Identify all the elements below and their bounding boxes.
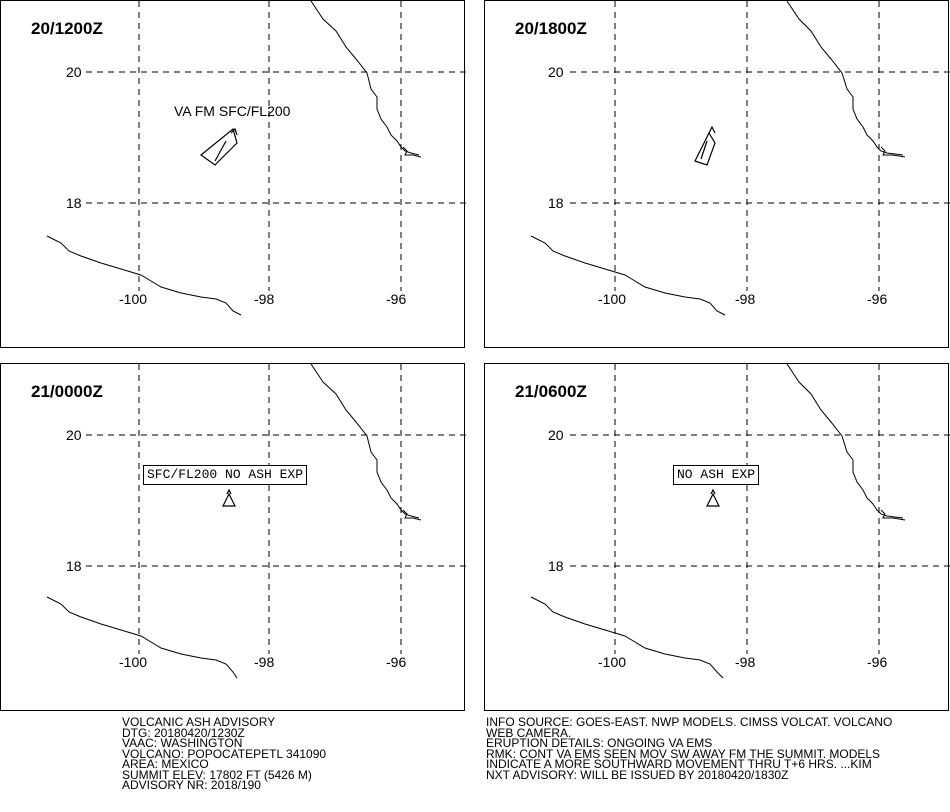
advisory-line: RMK: CONT VA EMS SEEN MOV SW AWAY FM THE SUMMIT. MODELS: [486, 746, 881, 761]
panel-time: 20/1200Z: [31, 19, 103, 38]
advisory-details-right: [486, 717, 892, 780]
panel-time: 21/0600Z: [515, 382, 587, 401]
map-panel-1: [0, 0, 465, 348]
lon-label-100: -100: [119, 654, 148, 670]
advisory-line: VAAC: WASHINGTON: [122, 736, 243, 750]
lon-label-96: -96: [867, 654, 888, 670]
advisory-line: ERUPTION DETAILS: ONGOING VA EMS: [486, 736, 713, 750]
ash-label: VA FM SFC/FL200: [174, 103, 291, 119]
panel-time: 20/1800Z: [515, 19, 587, 38]
lat-label-18: 18: [548, 558, 564, 574]
map-panel-2: [484, 0, 949, 348]
lat-label-20: 20: [548, 427, 564, 443]
lat-label-20: 20: [66, 427, 82, 443]
panel-time: 21/0000Z: [31, 382, 103, 401]
advisory-line: ADVISORY NR: 2018/190: [122, 778, 261, 792]
lat-label-20: 20: [548, 64, 564, 80]
lat-label-18: 18: [66, 558, 82, 574]
map-panel-3: [0, 363, 465, 711]
ash-plume: [201, 129, 237, 165]
lat-label-18: 18: [66, 195, 82, 211]
ash-label: NO ASH EXP: [673, 465, 759, 485]
advisory-line: NXT ADVISORY: WILL BE ISSUED BY 20180420/1830Z: [486, 767, 789, 782]
advisory-line: VOLCANIC ASH ADVISORY: [122, 715, 276, 729]
lon-label-96: -96: [386, 291, 407, 307]
lon-label-98: -98: [254, 291, 275, 307]
lon-label-96: -96: [867, 291, 888, 307]
lat-label-20: 20: [66, 64, 82, 80]
ash-plume: [695, 127, 715, 165]
volcano-marker: [223, 490, 235, 506]
volcano-marker: [707, 490, 719, 506]
advisory-line: SUMMIT ELEV: 17802 FT (5426 M): [122, 767, 312, 782]
lon-label-96: -96: [386, 654, 407, 670]
lon-label-100: -100: [598, 654, 627, 670]
advisory-line: AREA: MEXICO: [122, 757, 209, 771]
advisory-line: WEB CAMERA.: [486, 725, 572, 740]
lon-label-98: -98: [735, 654, 756, 670]
lon-label-100: -100: [598, 291, 627, 307]
lat-label-18: 18: [548, 195, 564, 211]
lon-label-98: -98: [735, 291, 756, 307]
advisory-line: DTG: 20180420/1230Z: [122, 725, 245, 740]
advisory-line: VOLCANO: POPOCATEPETL 341090: [122, 746, 327, 761]
ash-label: SFC/FL200 NO ASH EXP: [143, 465, 307, 485]
map-panel-4: [484, 363, 949, 711]
advisory-line: INFO SOURCE: GOES-EAST. NWP MODELS. CIMSS VOLCAT. VOLCANO: [486, 715, 893, 729]
lon-label-98: -98: [254, 654, 275, 670]
lon-label-100: -100: [119, 291, 148, 307]
advisory-line: INDICATE A MORE SOUTHWARD MOVEMENT THRU T+6 HRS. ...KIM: [486, 757, 872, 771]
advisory-header-left: [122, 717, 326, 791]
